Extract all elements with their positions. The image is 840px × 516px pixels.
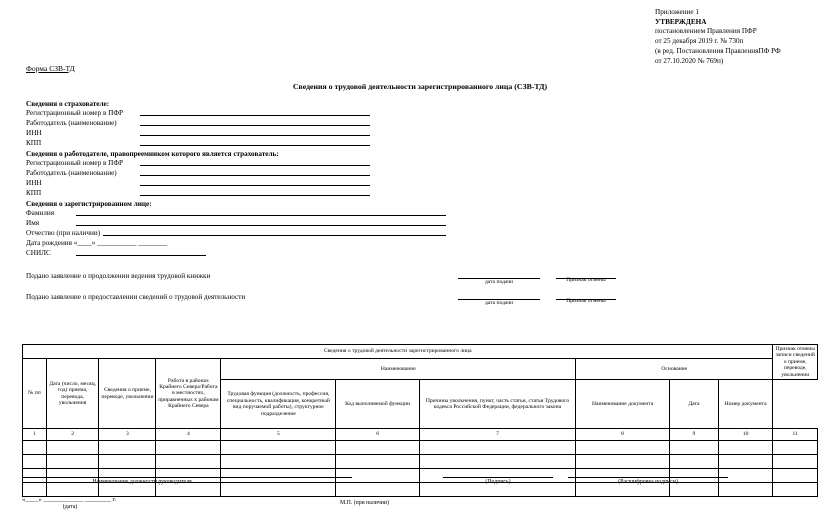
- approval-line-2: УТВЕРЖДЕНА: [655, 17, 707, 26]
- statement-1-cancel-label: Признак отмены: [566, 277, 606, 283]
- col-num-8: 8: [576, 429, 670, 441]
- table-cell[interactable]: [670, 441, 719, 455]
- field-rule-employer-1: [140, 125, 370, 126]
- table-cell[interactable]: [336, 455, 420, 469]
- col-num-3: 3: [99, 429, 156, 441]
- table-header-north: Работа в районах Крайнего Севера/Работа в местностях, приравненных к районам Крайнего Севера: [156, 359, 221, 429]
- field-label-employer-2: Работодатель (наименование): [26, 169, 117, 177]
- table-title-cell: Сведения о трудовой деятельности зарегистрированного лица: [23, 345, 773, 359]
- field-label-inn-1: ИНН: [26, 129, 42, 137]
- col-num-11: 11: [773, 429, 818, 441]
- field-rule-kpp-2: [140, 195, 370, 196]
- table-cell[interactable]: [419, 441, 575, 455]
- table-header-labor-function: Трудовая функция (должность, профессия, специальность, квалификация, конкретный вид поручаемой работы), структурное подразделение: [221, 380, 336, 429]
- field-label-kpp-1: КПП: [26, 139, 42, 147]
- field-label-reg-number-2: Регистрационный номер в ПФР: [26, 159, 124, 167]
- table-cell[interactable]: [670, 455, 719, 469]
- statement-provide-info: Подано заявление о предоставлении сведений о трудовой деятельности: [26, 293, 246, 301]
- table-cell[interactable]: [718, 441, 773, 455]
- field-label-birthdate: Дата рождения «____» ___________ ________: [26, 239, 168, 247]
- approval-line-1: Приложение 1: [655, 8, 699, 16]
- approval-block: [655, 8, 835, 66]
- table-cell[interactable]: [718, 455, 773, 469]
- table-cell[interactable]: [773, 441, 818, 455]
- table-cell[interactable]: [336, 483, 420, 497]
- footer-stamp-label: М.П. (при наличии): [340, 500, 389, 506]
- statement-2-cancel-label: Признак отмены: [566, 298, 606, 304]
- statement-1-date-label: дата подачи: [484, 279, 514, 285]
- field-rule-surname: [76, 215, 446, 216]
- table-cell[interactable]: [773, 455, 818, 469]
- footer-position-label: Наименование должности руководителя: [92, 479, 192, 485]
- table-header-cancel-flag: Признак отмены записи сведений о приеме, переводе, увольнении: [773, 345, 818, 380]
- table-cell[interactable]: [221, 441, 336, 455]
- table-cell[interactable]: [773, 483, 818, 497]
- statement-2-date-label: дата подачи: [484, 300, 514, 306]
- footer-signature-rule: [443, 477, 553, 478]
- table-cell[interactable]: [99, 441, 156, 455]
- table-cell[interactable]: [156, 441, 221, 455]
- col-num-7: 7: [419, 429, 575, 441]
- table-cell[interactable]: [576, 441, 670, 455]
- field-label-surname: Фамилия: [26, 209, 55, 217]
- field-label-inn-2: ИНН: [26, 179, 42, 187]
- table-column-numbers-row: [23, 429, 818, 441]
- form-code: Форма СЗВ-ТД: [26, 64, 75, 73]
- field-rule-inn-1: [140, 135, 370, 136]
- col-num-2: 2: [46, 429, 99, 441]
- table-title-row: [23, 345, 818, 359]
- table-cell[interactable]: [336, 469, 420, 483]
- table-row[interactable]: [23, 455, 818, 469]
- field-rule-snils: [76, 255, 206, 256]
- footer-decode-rule: [568, 477, 728, 478]
- table-cell[interactable]: [46, 455, 99, 469]
- approval-line-5: (в ред. Постановления ПравленияПФ РФ: [655, 46, 781, 55]
- statement-continue-workbook: Подано заявление о продолжении ведения трудовой книжки: [26, 272, 211, 280]
- table-cell[interactable]: [23, 441, 47, 455]
- field-rule-inn-2: [140, 185, 370, 186]
- table-cell[interactable]: [419, 455, 575, 469]
- section-person-title: Сведения о зарегистрированном лице:: [26, 200, 152, 208]
- work-activity-table: [22, 344, 818, 497]
- field-rule-reg-number-2: [140, 165, 370, 166]
- table-row[interactable]: [23, 441, 818, 455]
- table-header-group-name: Наименование: [221, 359, 576, 380]
- table-header-num: № пп: [23, 359, 47, 429]
- field-label-firstname: Имя: [26, 219, 40, 227]
- col-num-10: 10: [718, 429, 773, 441]
- table-cell[interactable]: [336, 441, 420, 455]
- table-header-group-basis: Основание: [576, 359, 773, 380]
- footer-decode-label: (Расшифровка подписи): [618, 479, 678, 485]
- field-rule-reg-number-1: [140, 115, 370, 116]
- section-insurer-title: Сведения о страхователе:: [26, 100, 110, 108]
- table-cell[interactable]: [576, 455, 670, 469]
- table-header-document-name: Наименование документа: [576, 380, 670, 429]
- col-num-4: 4: [156, 429, 221, 441]
- field-label-reg-number-1: Регистрационный номер в ПФР: [26, 109, 124, 117]
- col-num-9: 9: [670, 429, 719, 441]
- table-header-function-code: Код выполняемой функции: [336, 380, 420, 429]
- field-label-patronymic: Отчество (при наличии): [26, 229, 101, 237]
- field-label-employer-1: Работодатель (наименование): [26, 119, 117, 127]
- col-num-5: 5: [221, 429, 336, 441]
- table-cell[interactable]: [23, 455, 47, 469]
- table-header-dismissal-reason: Причины увольнения, пункт, часть статьи, статья Трудового кодекса Российской Федерации, федерального закона: [419, 380, 575, 429]
- table-header-document-date: Дата: [670, 380, 719, 429]
- table-group-row: [23, 359, 818, 380]
- table-cell[interactable]: [156, 455, 221, 469]
- section-predecessor-title: Сведения о работодателе, правопреемником которого является страхователь:: [26, 150, 279, 158]
- table-cell[interactable]: [46, 441, 99, 455]
- table-cell[interactable]: [99, 455, 156, 469]
- field-rule-firstname: [76, 225, 446, 226]
- col-num-6: 6: [336, 429, 420, 441]
- field-rule-kpp-1: [140, 145, 370, 146]
- table-cell[interactable]: [773, 469, 818, 483]
- col-num-1: 1: [23, 429, 47, 441]
- table-header-date: Дата (число, месяц, год) приема, перевода, увольнения: [46, 359, 99, 429]
- footer-date-label: (дата): [62, 504, 78, 510]
- approval-line-6: от 27.10.2020 № 769п): [655, 56, 724, 65]
- approval-line-3: постановлением Правления ПФР: [655, 27, 757, 36]
- table-cell[interactable]: [221, 455, 336, 469]
- field-rule-patronymic: [103, 235, 446, 236]
- table-header-event: Сведения о приеме, переводе, увольнении: [99, 359, 156, 429]
- footer-date-line: «____» ____________ ________ г.: [22, 496, 117, 503]
- field-rule-employer-2: [140, 175, 370, 176]
- footer-position-rule: [22, 477, 352, 478]
- field-label-kpp-2: КПП: [26, 189, 42, 197]
- footer-signature-label: (Подпись): [485, 479, 511, 485]
- page-title: Сведения о трудовой деятельности зарегистрированного лица (СЗВ-ТД): [292, 82, 548, 91]
- approval-line-4: от 25 декабря 2019 г. № 730п: [655, 37, 744, 46]
- table-header-document-number: Номер документа: [718, 380, 773, 429]
- field-label-snils: СНИЛС: [26, 249, 51, 257]
